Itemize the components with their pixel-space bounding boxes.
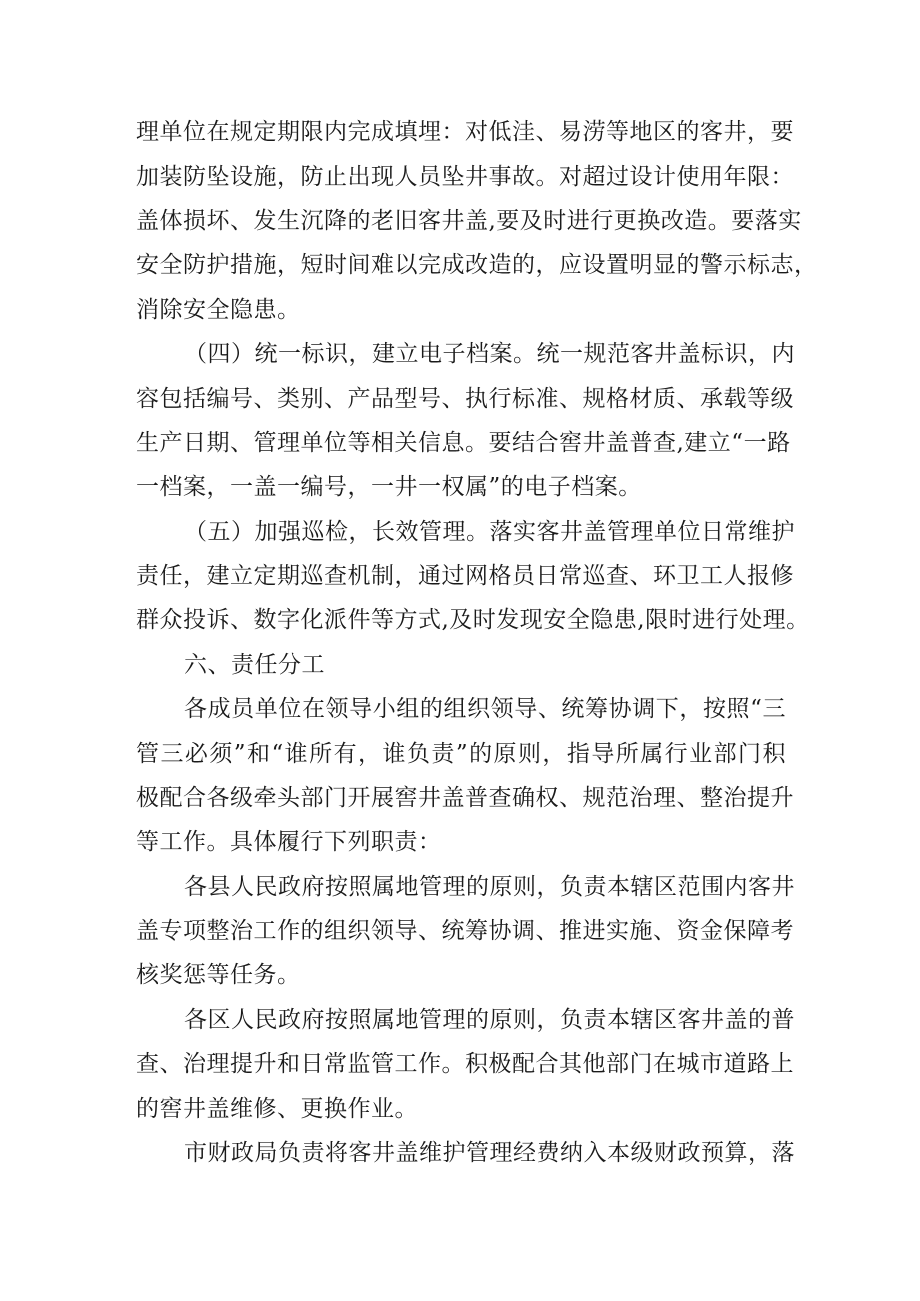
text-line: 盖体损坏、发生沉降的老旧客井盖,要及时进行更换改造。要落实 xyxy=(136,208,802,234)
text-line: 查、治理提升和日常监管工作。积极配合其他部门在城市道路上 xyxy=(136,1051,794,1077)
text-line: 盖专项整治工作的组织领导、统筹协调、推进实施、资金保障考 xyxy=(136,918,794,944)
section-heading-line: （五）加强巡检，长效管理。落实客井盖管理单位日常维护 xyxy=(184,519,795,545)
text-line: 消除安全隐患。 xyxy=(136,297,301,323)
text-line: 群众投诉、数字化派件等方式,及时发现安全隐患,限时进行处理。 xyxy=(136,607,810,633)
text-line: 加装防坠设施，防止出现人员坠井事故。对超过设计使用年限： xyxy=(136,164,794,190)
text-line: 一档案，一盖一编号，一井一权属”的电子档案。 xyxy=(136,474,642,500)
text-line: 安全防护措施，短时间难以完成改造的，应设置明显的警示标志， xyxy=(136,252,818,278)
text-line: 生产日期、管理单位等相关信息。要结合窖井盖普查,建立“一路 xyxy=(136,430,791,456)
text-line: 管三必须”和“谁所有，谁负责”的原则，指导所属行业部门积 xyxy=(136,741,786,767)
text-line: 容包括编号、类别、产品型号、执行标准、规格材质、承载等级 xyxy=(136,386,794,412)
text-line: 各成员单位在领导小组的组织领导、统筹协调下，按照“三 xyxy=(184,696,786,722)
text-line: 市财政局负责将客井盖维护管理经费纳入本级财政预算，落 xyxy=(184,1140,795,1166)
text-line: 极配合各级牵头部门开展窖井盖普查确权、规范治理、整治提升 xyxy=(136,785,794,811)
text-line: 理单位在规定期限内完成填埋：对低洼、易涝等地区的客井，要 xyxy=(136,119,794,145)
text-line: 各区人民政府按照属地管理的原则，负责本辖区客井盖的普 xyxy=(184,1007,795,1033)
section-heading-line: （四）统一标识，建立电子档案。统一规范客井盖标识，内 xyxy=(184,341,795,367)
text-line: 核奖惩等任务。 xyxy=(136,962,301,988)
text-line: 等工作。具体履行下列职责： xyxy=(136,829,442,855)
text-line: 的窖井盖维修、更换作业。 xyxy=(136,1096,418,1122)
text-line: 各县人民政府按照属地管理的原则，负责本辖区范围内客井 xyxy=(184,874,795,900)
text-line: 责任，建立定期巡查机制，通过网格员日常巡查、环卫工人报修 xyxy=(136,563,794,589)
section-title: 六、责任分工 xyxy=(184,652,325,678)
